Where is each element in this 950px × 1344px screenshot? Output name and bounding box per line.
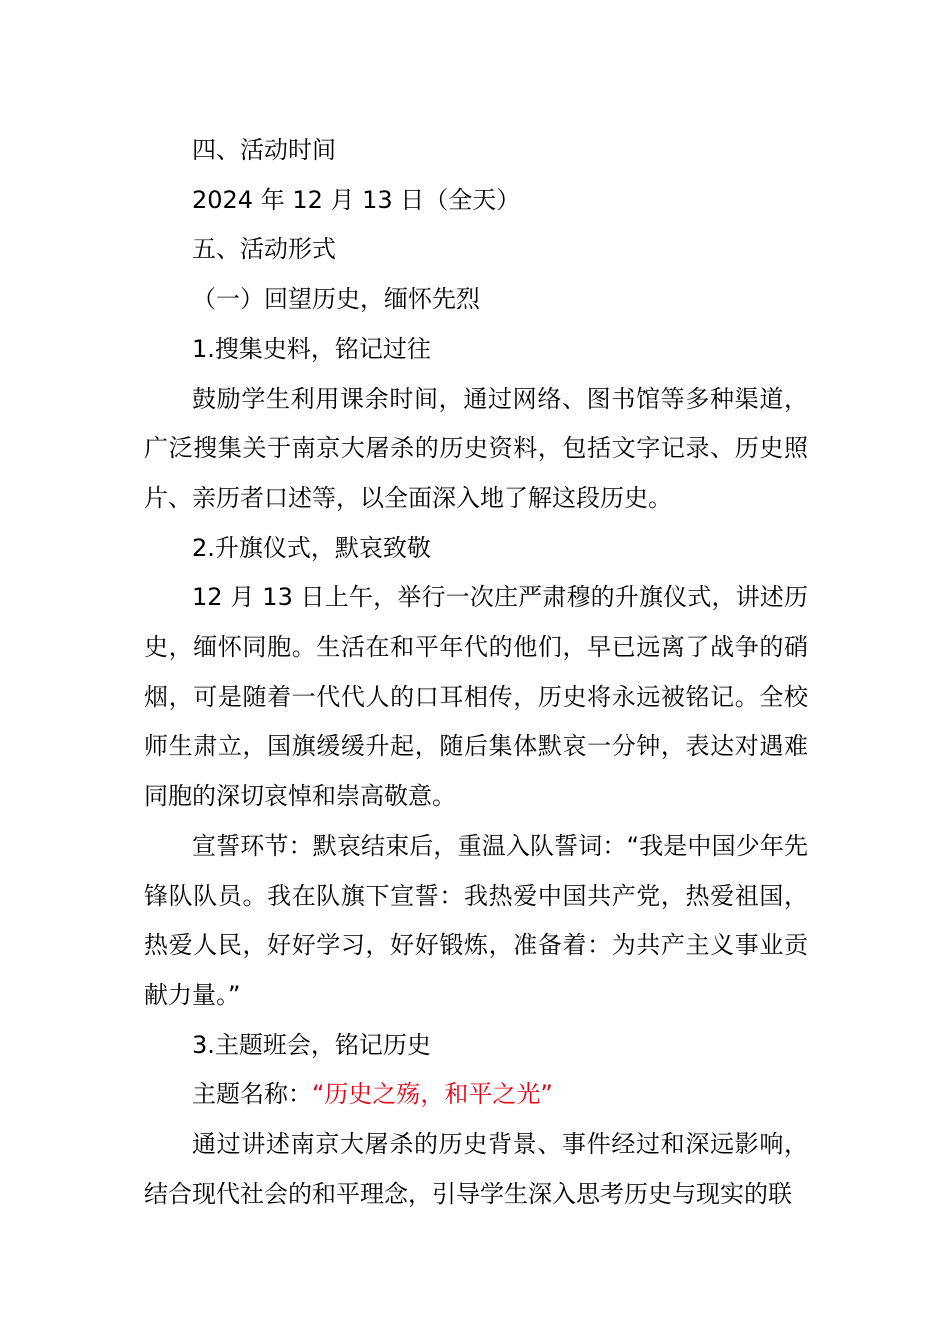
theme-line [144, 1070, 808, 1120]
item3-title: 3.主题班会，铭记历史 [192, 1030, 431, 1059]
heading-activity-time: 四、活动时间 [192, 136, 336, 164]
item1-title: 1.搜集史料，铭记过往 [192, 334, 431, 363]
item2-title: 2.升旗仪式，默哀致敬 [192, 533, 431, 562]
theme-label: 主题名称： [192, 1080, 312, 1109]
section-one-heading: （一）回望历史，缅怀先烈 [192, 285, 480, 314]
heading-activity-form: 五、活动形式 [192, 235, 336, 264]
oath-paragraph: 宣誓环节：默哀结束后，重温入队誓词：“我是中国少年先锋队队员。我在队旗下宣誓：我热爱中国共产党，热爱祖国，热爱人民，好好学习，好好锻炼，准备着：为共产主义事业贡献力量。” [144, 831, 808, 1009]
item2-paragraph: 12 月 13 日上午，举行一次庄严肃穆的升旗仪式，讲述历史，缅怀同胞。生活在和平年代的他们，早已远离了战争的硝烟，可是随着一代代人的口耳相传，历史将永远被铭记。全校师生肃立，国旗缓缓升起，随后集体默哀一分钟，表达对遇难同胞的深切哀悼和崇高敬意。 [144, 583, 808, 811]
item3-paragraph: 通过讲述南京大屠杀的历史背景、事件经过和深远影响，结合现代社会的和平理念，引导学生深入思考历史与现实的联 [144, 1130, 808, 1208]
document-body [144, 126, 808, 1219]
item1-paragraph: 鼓励学生利用课余时间，通过网络、图书馆等多种渠道，广泛搜集关于南京大屠杀的历史资料，包括文字记录、历史照片、亲历者口述等，以全面深入地了解这段历史。 [144, 384, 808, 512]
activity-date: 2024 年 12 月 13 日（全天） [192, 185, 521, 214]
theme-name: “历史之殇，和平之光” [312, 1080, 553, 1109]
